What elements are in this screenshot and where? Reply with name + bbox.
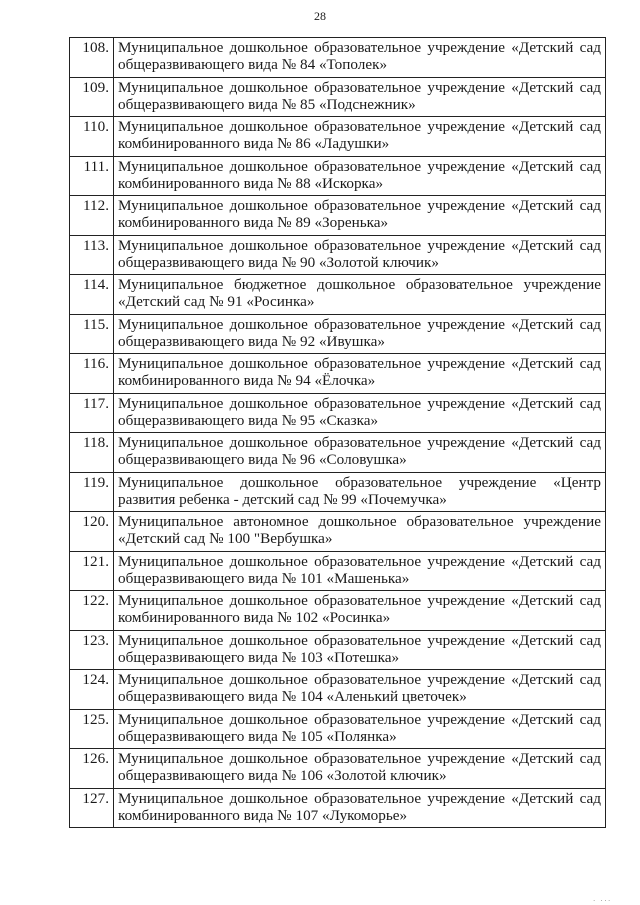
institution-name <box>114 77 606 117</box>
institution-name <box>114 433 606 473</box>
table-row <box>70 275 606 315</box>
institution-name-line2: общеразвивающего вида № 95 «Сказка» <box>118 411 379 429</box>
institution-name <box>114 472 606 512</box>
institution-name <box>114 591 606 631</box>
institution-name-line1: Муниципальное дошкольное образовательное учреждение «Детский сад <box>118 197 601 214</box>
institution-name <box>114 38 606 78</box>
institution-name-line1: Муниципальное дошкольное образовательное учреждение «Детский сад <box>118 789 601 807</box>
page-number: 28 <box>314 9 326 23</box>
table-row <box>70 235 606 275</box>
table-row <box>70 117 606 157</box>
institution-name-line1: Муниципальное дошкольное образовательное учреждение «Детский сад <box>118 39 601 56</box>
row-number: 123. <box>70 630 114 670</box>
institution-name-line1: Муниципальное дошкольное образовательное учреждение «Детский сад <box>118 434 601 451</box>
institution-name-line2: общеразвивающего вида № 92 «Ивушка» <box>118 332 385 350</box>
institution-name-line2: «Детский сад № 91 «Росинка» <box>118 293 315 311</box>
institution-name-line2: комбинированного вида № 107 «Лукоморье» <box>118 806 408 824</box>
institution-name-line2: развития ребенка - детский сад № 99 «Почемучка» <box>118 490 447 508</box>
institution-name-line1: Муниципальное дошкольное образовательное учреждение «Центр <box>118 473 601 491</box>
table-row <box>70 551 606 591</box>
institution-name <box>114 314 606 354</box>
institution-name <box>114 393 606 433</box>
institution-name-line1: Муниципальное дошкольное образовательное учреждение «Детский сад <box>118 236 601 254</box>
row-number: 124. <box>70 670 114 710</box>
institution-name-line2: комбинированного вида № 88 «Искорка» <box>118 174 384 192</box>
row-number: 111. <box>70 156 114 196</box>
row-number: 116. <box>70 354 114 394</box>
institution-name-line1: Муниципальное дошкольное образовательное учреждение «Детский сад <box>118 118 601 135</box>
institution-name-line1: Муниципальное дошкольное образовательное учреждение «Детский сад <box>118 355 601 372</box>
institution-name-line2: общеразвивающего вида № 85 «Подснежник» <box>118 95 416 113</box>
row-number: 110. <box>70 117 114 157</box>
row-number: 112. <box>70 196 114 236</box>
row-number: 122. <box>70 591 114 631</box>
institutions-table <box>69 37 606 828</box>
table-row <box>70 749 606 789</box>
institution-name <box>114 670 606 710</box>
row-number: 127. <box>70 788 114 828</box>
table-row <box>70 788 606 828</box>
institution-name <box>114 235 606 275</box>
institution-name <box>114 551 606 591</box>
row-number: 113. <box>70 235 114 275</box>
institution-name-line2: общеразвивающего вида № 96 «Соловушка» <box>118 451 407 469</box>
institution-name-line2: общеразвивающего вида № 101 «Машенька» <box>118 569 410 587</box>
institution-name-line2: общеразвивающего вида № 105 «Полянка» <box>118 727 397 745</box>
table-row <box>70 393 606 433</box>
institution-name-line2: общеразвивающего вида № 84 «Тополек» <box>118 56 388 74</box>
institution-name-line2: общеразвивающего вида № 104 «Аленький цветочек» <box>118 688 467 706</box>
institution-name-line1: Муниципальное дошкольное образовательное учреждение «Детский сад <box>118 671 601 688</box>
row-number: 109. <box>70 77 114 117</box>
institution-name-line2: общеразвивающего вида № 106 «Золотой ключик» <box>118 767 447 785</box>
table-row <box>70 512 606 552</box>
institution-name-line1: Муниципальное дошкольное образовательное учреждение «Детский сад <box>118 394 601 412</box>
table-row <box>70 630 606 670</box>
row-number: 119. <box>70 472 114 512</box>
institution-name-line1: Муниципальное дошкольное образовательное учреждение «Детский сад <box>118 710 601 728</box>
row-number: 126. <box>70 749 114 789</box>
institution-name <box>114 117 606 157</box>
table-row <box>70 709 606 749</box>
row-number: 125. <box>70 709 114 749</box>
table-row <box>70 591 606 631</box>
institution-name-line1: Муниципальное дошкольное образовательное учреждение «Детский сад <box>118 631 601 649</box>
institution-name-line1: Муниципальное дошкольное образовательное учреждение «Детский сад <box>118 750 601 767</box>
table-row <box>70 196 606 236</box>
institution-name <box>114 709 606 749</box>
institution-name-line2: «Детский сад № 100 "Вербушка» <box>118 530 333 548</box>
row-number: 115. <box>70 314 114 354</box>
table-row <box>70 472 606 512</box>
institution-name-line2: комбинированного вида № 102 «Росинка» <box>118 609 391 627</box>
table-row <box>70 77 606 117</box>
row-number: 117. <box>70 393 114 433</box>
row-number: 121. <box>70 551 114 591</box>
row-number: 114. <box>70 275 114 315</box>
institution-name <box>114 275 606 315</box>
institution-name-line1: Муниципальное дошкольное образовательное учреждение «Детский сад <box>118 78 601 96</box>
institution-name <box>114 196 606 236</box>
institution-name-line1: Муниципальное дошкольное образовательное учреждение «Детский сад <box>118 592 601 609</box>
institution-name-line2: комбинированного вида № 86 «Ладушки» <box>118 135 390 153</box>
row-number: 108. <box>70 38 114 78</box>
institution-name <box>114 788 606 828</box>
institution-name <box>114 512 606 552</box>
institution-name-line2: комбинированного вида № 94 «Ёлочка» <box>118 372 376 390</box>
institution-name <box>114 156 606 196</box>
table-row <box>70 433 606 473</box>
institution-name <box>114 630 606 670</box>
institution-name-line2: комбинированного вида № 89 «Зоренька» <box>118 214 389 232</box>
table-row <box>70 354 606 394</box>
row-number: 120. <box>70 512 114 552</box>
table-row <box>70 314 606 354</box>
table-row <box>70 156 606 196</box>
institution-name <box>114 749 606 789</box>
table-row <box>70 38 606 78</box>
corner-mark: . ... <box>593 895 612 903</box>
institution-name-line1: Муниципальное дошкольное образовательное учреждение «Детский сад <box>118 315 601 333</box>
row-number: 118. <box>70 433 114 473</box>
institution-name <box>114 354 606 394</box>
institution-name-line2: общеразвивающего вида № 103 «Потешка» <box>118 648 400 666</box>
institution-name-line1: Муниципальное дошкольное образовательное учреждение «Детский сад <box>118 552 601 570</box>
institution-name-line1: Муниципальное бюджетное дошкольное образовательное учреждение <box>118 276 601 293</box>
table-row <box>70 670 606 710</box>
institution-name-line1: Муниципальное автономное дошкольное образовательное учреждение <box>118 513 601 530</box>
institution-name-line1: Муниципальное дошкольное образовательное учреждение «Детский сад <box>118 157 601 175</box>
institution-name-line2: общеразвивающего вида № 90 «Золотой ключик» <box>118 253 439 271</box>
